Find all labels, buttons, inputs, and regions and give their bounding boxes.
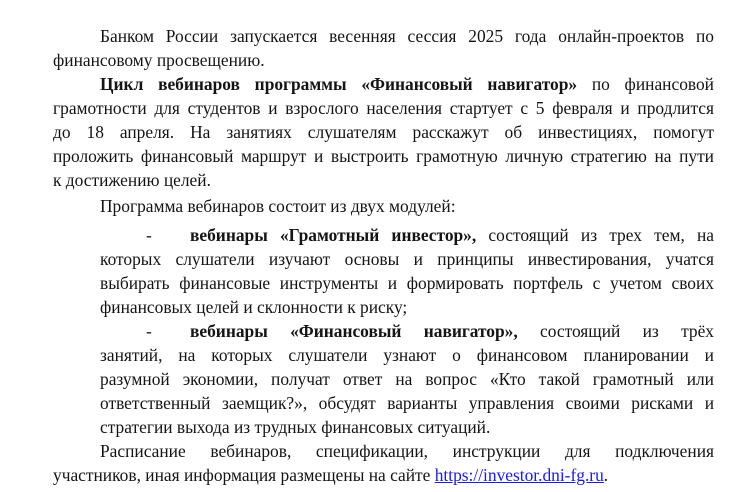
paragraph4-line2	[53, 463, 714, 488]
paragraph1-line1: Банком России запускается весенняя сессия 2025 года онлайн-проектов по	[100, 26, 714, 46]
paragraph3-line1: Программа вебинаров состоит из двух модулей:	[100, 196, 456, 216]
paragraph2-line5: к достижению целей.	[53, 170, 211, 190]
paragraph2-line1-rest: по финансовой	[577, 74, 714, 94]
paragraph2-line2: грамотности для студентов и взрослого населения стартует с 5 февраля и продлится	[53, 98, 714, 118]
paragraph4-line2-prefix: участников, иная информация размещены на сайте	[53, 465, 435, 485]
module1-line3: выбирать финансовые инструменты и формировать портфель с учетом своих	[100, 273, 714, 293]
paragraph2-line1	[100, 72, 714, 97]
paragraph2-line3: до 18 апреля. На занятиях слушателям расскажут об инвестициях, помогут	[53, 122, 714, 142]
module1-line2: которых слушатели изучают основы и принципы инвестирования, учатся	[100, 249, 714, 269]
module1-dash: -	[146, 225, 152, 245]
paragraph2-line4: проложить финансовый маршрут и выстроить грамотную личную стратегию на пути	[53, 146, 714, 166]
paragraph1-line2: финансовому просвещению.	[53, 50, 265, 70]
module2-line2: занятий, на которых слушатели узнают о финансовом планировании и	[100, 345, 714, 365]
module2-bold-title: вебинары «Финансовый навигатор»,	[190, 321, 518, 341]
module2-line3: разумной экономии, получат ответ на вопрос «Кто такой грамотный или	[100, 369, 714, 389]
module2-line4: ответственный заемщик?», обсудят варианты управления своими рисками и	[100, 393, 714, 413]
module2-line1	[146, 319, 714, 344]
paragraph4-line1: Расписание вебинаров, спецификации, инструкции для подключения	[100, 441, 714, 461]
module1-line1-rest: состоящий из трех тем, на	[476, 225, 714, 245]
paragraph4-line2-suffix: .	[603, 465, 609, 485]
module2-line5: стратегии выхода из трудных финансовых ситуаций.	[100, 417, 491, 437]
module2-line1-rest: состоящий из трёх	[517, 321, 714, 341]
module1-line1	[146, 223, 714, 248]
module1-bold-title: вебинары «Грамотный инвестор»,	[190, 225, 477, 245]
module2-dash: -	[146, 321, 152, 341]
module1-line4: финансовых целей и склонности к риску;	[100, 297, 408, 317]
investor-site-link[interactable]: https://investor.dni-fg.ru	[434, 465, 604, 485]
paragraph2-bold-title: Цикл вебинаров программы «Финансовый навигатор»	[100, 74, 578, 94]
